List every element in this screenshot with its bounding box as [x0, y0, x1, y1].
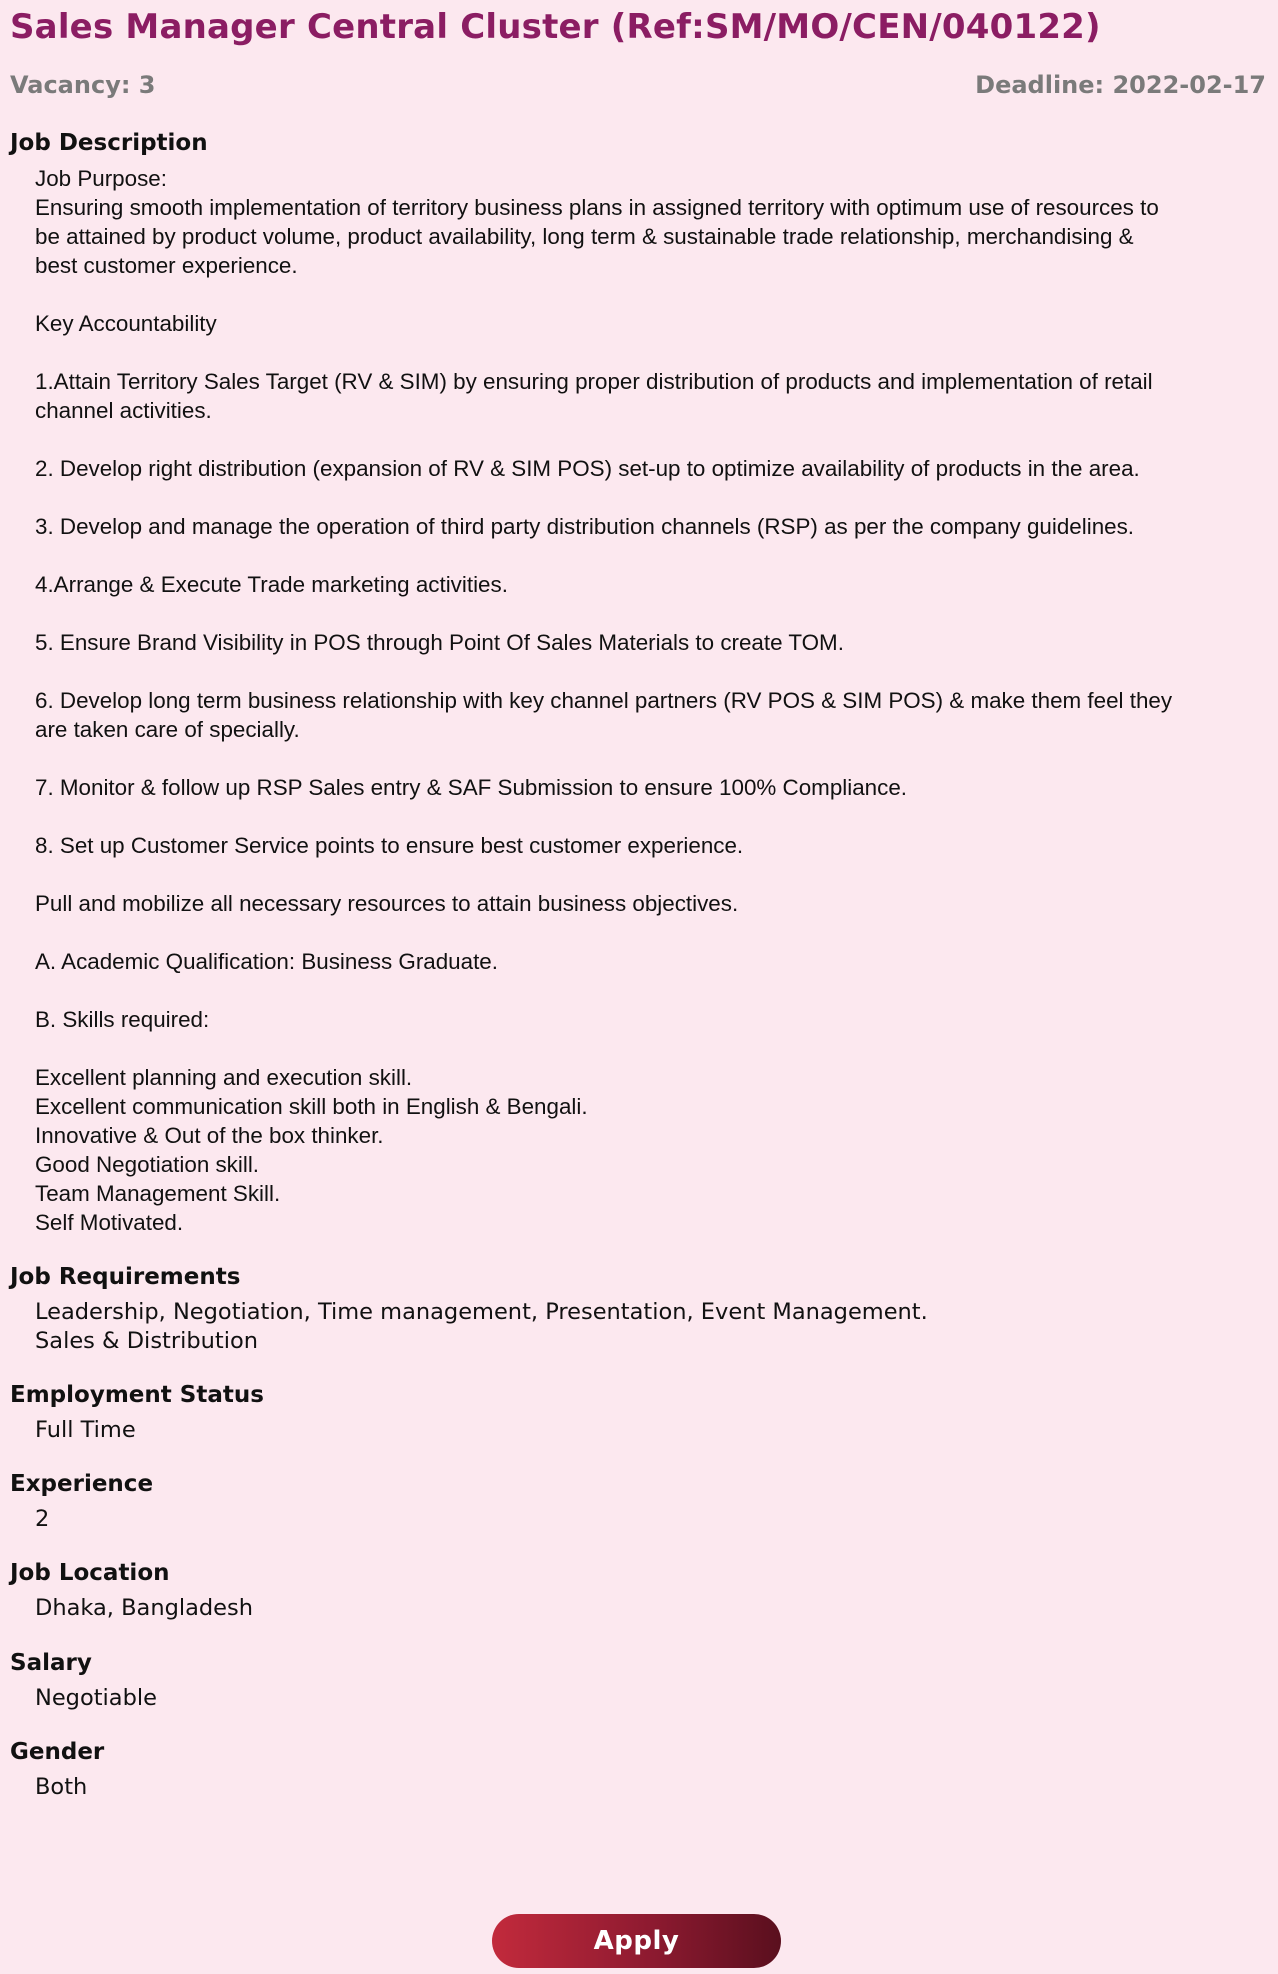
description-line: B. Skills required:: [35, 1007, 210, 1032]
description-line: channel activities.: [35, 398, 212, 423]
paragraph-gap: [35, 918, 1265, 947]
description-line: A. Academic Qualification: Business Graduate.: [35, 949, 498, 974]
job-requirements-heading: Job Requirements: [10, 1264, 241, 1290]
description-line: 2. Develop right distribution (expansion of RV & SIM POS) set-up to optimize availability of products in the area.: [35, 456, 1140, 481]
description-line: Pull and mobilize all necessary resources to attain business objectives.: [35, 891, 739, 916]
salary-value: Negotiable: [35, 1685, 157, 1711]
vacancy-count: Vacancy: 3: [10, 71, 156, 99]
paragraph-gap: [35, 860, 1265, 889]
description-line: Excellent communication skill both in English & Bengali.: [35, 1094, 588, 1119]
description-line: Key Accountability: [35, 311, 217, 336]
description-line: Job Purpose:: [35, 166, 167, 191]
paragraph-gap: [35, 280, 1265, 309]
description-line: 5. Ensure Brand Visibility in POS through Point Of Sales Materials to create TOM.: [35, 630, 844, 655]
experience-heading: Experience: [10, 1471, 154, 1497]
description-line: 8. Set up Customer Service points to ensure best customer experience.: [35, 833, 744, 858]
job-location-heading: Job Location: [10, 1560, 170, 1586]
apply-button[interactable]: Apply: [492, 1914, 781, 1968]
description-line: Self Motivated.: [35, 1210, 184, 1235]
salary-heading: Salary: [10, 1650, 92, 1676]
description-line: Ensuring smooth implementation of territory business plans in assigned territory with optimum use of resources to: [35, 195, 1159, 220]
description-line: 3. Develop and manage the operation of third party distribution channels (RSP) as per the company guidelines.: [35, 514, 1135, 539]
requirement-line: Sales & Distribution: [35, 1328, 259, 1354]
paragraph-gap: [35, 483, 1265, 512]
paragraph-gap: [35, 744, 1265, 773]
job-requirements-text: [35, 1298, 928, 1356]
description-line: are taken care of specially.: [35, 717, 300, 742]
description-line: 7. Monitor & follow up RSP Sales entry & SAF Submission to ensure 100% Compliance.: [35, 775, 907, 800]
paragraph-gap: [35, 1034, 1265, 1063]
job-description-heading: Job Description: [10, 130, 208, 156]
paragraph-gap: [35, 338, 1265, 367]
application-deadline: Deadline: 2022-02-17: [975, 71, 1266, 99]
job-location-value: Dhaka, Bangladesh: [35, 1595, 254, 1621]
description-line: best customer experience.: [35, 253, 298, 278]
description-line: 6. Develop long term business relationship with key channel partners (RV POS & SIM POS) & make them feel they: [35, 688, 1173, 713]
job-meta-row: [10, 68, 1266, 102]
paragraph-gap: [35, 541, 1265, 570]
experience-value: 2: [35, 1506, 50, 1532]
requirement-line: Leadership, Negotiation, Time management, Presentation, Event Management.: [35, 1299, 928, 1325]
description-line: Excellent planning and execution skill.: [35, 1065, 413, 1090]
paragraph-gap: [35, 976, 1265, 1005]
description-line: 4.Arrange & Execute Trade marketing activities.: [35, 572, 508, 597]
job-description-text: [35, 164, 1265, 1237]
description-line: Innovative & Out of the box thinker.: [35, 1123, 384, 1148]
paragraph-gap: [35, 599, 1265, 628]
description-line: be attained by product volume, product availability, long term & sustainable trade relationship, merchandising &: [35, 224, 1134, 249]
paragraph-gap: [35, 657, 1265, 686]
gender-value: Both: [35, 1774, 88, 1800]
gender-heading: Gender: [10, 1739, 105, 1765]
description-line: Good Negotiation skill.: [35, 1152, 260, 1177]
paragraph-gap: [35, 802, 1265, 831]
description-line: Team Management Skill.: [35, 1181, 281, 1206]
employment-status-heading: Employment Status: [10, 1382, 264, 1408]
employment-status-value: Full Time: [35, 1417, 136, 1443]
description-line: 1.Attain Territory Sales Target (RV & SIM) by ensuring proper distribution of products and implementation of retail: [35, 369, 1153, 394]
paragraph-gap: [35, 425, 1265, 454]
job-title: Sales Manager Central Cluster (Ref:SM/MO/CEN/040122): [10, 7, 1101, 47]
